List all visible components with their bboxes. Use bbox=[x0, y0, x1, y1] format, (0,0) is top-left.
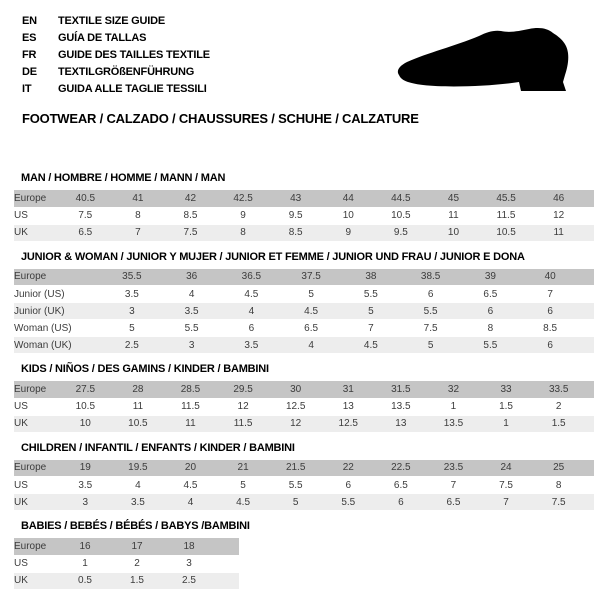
section-title: BABIES / BEBÉS / BÉBÉS / BABYS /BAMBINI bbox=[21, 520, 250, 532]
size-tables bbox=[14, 172, 593, 590]
size-value: 29.5 bbox=[217, 381, 270, 398]
size-value: 46 bbox=[532, 190, 585, 207]
size-value: 5.5 bbox=[269, 477, 322, 494]
spacer-cell bbox=[585, 415, 594, 432]
size-value: 11 bbox=[112, 398, 165, 415]
size-value: 41 bbox=[112, 190, 165, 207]
size-value: 42 bbox=[164, 190, 217, 207]
size-value: 7 bbox=[112, 224, 165, 241]
row-label: Europe bbox=[14, 190, 59, 207]
size-value: 1.5 bbox=[532, 415, 585, 432]
size-value: 30 bbox=[269, 381, 322, 398]
size-table bbox=[14, 190, 594, 242]
size-value: 7.5 bbox=[59, 207, 112, 224]
size-value: 7 bbox=[341, 320, 401, 337]
size-value: 20 bbox=[164, 460, 217, 477]
size-value: 4.5 bbox=[222, 286, 282, 303]
size-value: 8 bbox=[112, 207, 165, 224]
size-value: 32 bbox=[427, 381, 480, 398]
size-table-section bbox=[14, 520, 593, 590]
spacer-cell bbox=[585, 494, 594, 511]
row-label: Europe bbox=[14, 269, 102, 286]
row-label: US bbox=[14, 477, 59, 494]
size-value: 3 bbox=[162, 337, 222, 354]
size-table-section bbox=[14, 363, 593, 433]
spacer-cell bbox=[215, 555, 239, 572]
spacer-cell bbox=[580, 320, 594, 337]
size-value: 3 bbox=[102, 303, 162, 320]
size-value: 6 bbox=[461, 303, 521, 320]
size-value: 11 bbox=[427, 207, 480, 224]
size-value: 13 bbox=[375, 415, 428, 432]
size-row bbox=[14, 269, 594, 286]
size-value: 10 bbox=[322, 207, 375, 224]
size-value: 44.5 bbox=[375, 190, 428, 207]
row-label: US bbox=[14, 555, 59, 572]
size-value: 10 bbox=[59, 415, 112, 432]
size-value: 12 bbox=[532, 207, 585, 224]
size-value: 7 bbox=[427, 477, 480, 494]
size-value: 33 bbox=[480, 381, 533, 398]
language-label: TEXTILE SIZE GUIDE bbox=[58, 15, 166, 27]
size-value: 38 bbox=[341, 269, 401, 286]
size-value: 6.5 bbox=[281, 320, 341, 337]
size-row bbox=[14, 477, 594, 494]
size-value: 0.5 bbox=[59, 572, 111, 589]
size-value: 5.5 bbox=[461, 337, 521, 354]
size-row bbox=[14, 303, 594, 320]
size-value: 12 bbox=[217, 398, 270, 415]
size-value: 19.5 bbox=[112, 460, 165, 477]
size-value: 8.5 bbox=[520, 320, 580, 337]
size-value: 40 bbox=[520, 269, 580, 286]
size-value: 45.5 bbox=[480, 190, 533, 207]
size-table bbox=[14, 269, 594, 355]
size-value: 42.5 bbox=[217, 190, 270, 207]
size-value: 7 bbox=[480, 494, 533, 511]
size-value: 3 bbox=[163, 555, 215, 572]
size-value: 1.5 bbox=[480, 398, 533, 415]
size-value: 6 bbox=[375, 494, 428, 511]
size-row bbox=[14, 320, 594, 337]
size-table bbox=[14, 538, 239, 590]
size-value: 9.5 bbox=[375, 224, 428, 241]
size-value: 6.5 bbox=[59, 224, 112, 241]
size-value: 8.5 bbox=[164, 207, 217, 224]
size-value: 3.5 bbox=[222, 337, 282, 354]
size-value: 43 bbox=[269, 190, 322, 207]
spacer-cell bbox=[585, 224, 594, 241]
size-value: 10 bbox=[427, 224, 480, 241]
language-code: FR bbox=[22, 49, 37, 61]
size-value: 38.5 bbox=[401, 269, 461, 286]
language-label: GUIDE DES TAILLES TEXTILE bbox=[58, 49, 210, 61]
size-value: 4.5 bbox=[281, 303, 341, 320]
size-value: 25 bbox=[532, 460, 585, 477]
language-code: ES bbox=[22, 32, 37, 44]
size-value: 6 bbox=[520, 303, 580, 320]
size-table bbox=[14, 381, 594, 433]
size-row bbox=[14, 494, 594, 511]
row-label: Woman (UK) bbox=[14, 337, 102, 354]
row-label: US bbox=[14, 398, 59, 415]
size-value: 6 bbox=[322, 477, 375, 494]
size-value: 9 bbox=[217, 207, 270, 224]
size-value: 8 bbox=[532, 477, 585, 494]
size-row bbox=[14, 572, 239, 589]
size-value: 33.5 bbox=[532, 381, 585, 398]
size-row bbox=[14, 381, 594, 398]
size-row bbox=[14, 460, 594, 477]
size-value: 4 bbox=[222, 303, 282, 320]
size-value: 22.5 bbox=[375, 460, 428, 477]
size-value: 3.5 bbox=[112, 494, 165, 511]
language-code: EN bbox=[22, 15, 37, 27]
spacer-cell bbox=[585, 477, 594, 494]
row-label: Woman (US) bbox=[14, 320, 102, 337]
size-value: 28 bbox=[112, 381, 165, 398]
spacer-cell bbox=[585, 398, 594, 415]
size-value: 2.5 bbox=[102, 337, 162, 354]
size-value: 13.5 bbox=[427, 415, 480, 432]
size-value: 17 bbox=[111, 538, 163, 555]
size-value: 10.5 bbox=[375, 207, 428, 224]
size-value: 1.5 bbox=[111, 572, 163, 589]
size-value: 3.5 bbox=[102, 286, 162, 303]
row-label: Junior (US) bbox=[14, 286, 102, 303]
size-value: 5 bbox=[401, 337, 461, 354]
size-row bbox=[14, 224, 594, 241]
size-value: 45 bbox=[427, 190, 480, 207]
size-value: 6.5 bbox=[375, 477, 428, 494]
language-code: DE bbox=[22, 66, 37, 78]
size-value: 44 bbox=[322, 190, 375, 207]
language-label: GUÍA DE TALLAS bbox=[58, 32, 147, 44]
size-value: 4 bbox=[281, 337, 341, 354]
size-value: 1 bbox=[480, 415, 533, 432]
size-value: 11.5 bbox=[480, 207, 533, 224]
language-code: IT bbox=[22, 83, 32, 95]
size-value: 12.5 bbox=[322, 415, 375, 432]
size-value: 7.5 bbox=[480, 477, 533, 494]
size-value: 3 bbox=[59, 494, 112, 511]
language-label: TEXTILGRÖßENFÜHRUNG bbox=[58, 66, 195, 78]
size-row bbox=[14, 337, 594, 354]
size-value: 10.5 bbox=[59, 398, 112, 415]
size-value: 11 bbox=[164, 415, 217, 432]
size-value: 5.5 bbox=[401, 303, 461, 320]
section-title: KIDS / NIÑOS / DES GAMINS / KINDER / BAMBINI bbox=[21, 363, 269, 375]
size-row bbox=[14, 538, 239, 555]
size-value: 31 bbox=[322, 381, 375, 398]
size-value: 5 bbox=[281, 286, 341, 303]
size-value: 7.5 bbox=[532, 494, 585, 511]
size-value: 8.5 bbox=[269, 224, 322, 241]
size-row bbox=[14, 398, 594, 415]
spacer-cell bbox=[215, 538, 239, 555]
size-value: 3.5 bbox=[59, 477, 112, 494]
size-value: 6.5 bbox=[427, 494, 480, 511]
size-row bbox=[14, 190, 594, 207]
size-value: 5 bbox=[269, 494, 322, 511]
language-label: GUIDA ALLE TAGLIE TESSILI bbox=[58, 83, 207, 95]
size-value: 10.5 bbox=[480, 224, 533, 241]
category-title: FOOTWEAR / CALZADO / CHAUSSURES / SCHUHE / CALZATURE bbox=[22, 111, 419, 126]
row-label: UK bbox=[14, 224, 59, 241]
size-value: 1 bbox=[59, 555, 111, 572]
size-value: 31.5 bbox=[375, 381, 428, 398]
row-label: UK bbox=[14, 415, 59, 432]
size-value: 8 bbox=[461, 320, 521, 337]
spacer-cell bbox=[580, 303, 594, 320]
size-value: 4 bbox=[164, 494, 217, 511]
size-value: 7.5 bbox=[164, 224, 217, 241]
size-value: 39 bbox=[461, 269, 521, 286]
size-value: 5 bbox=[102, 320, 162, 337]
dress-shoe-icon bbox=[393, 25, 573, 97]
spacer-cell bbox=[580, 269, 594, 286]
size-value: 13 bbox=[322, 398, 375, 415]
size-value: 6 bbox=[222, 320, 282, 337]
row-label: US bbox=[14, 207, 59, 224]
row-label: UK bbox=[14, 572, 59, 589]
size-value: 12.5 bbox=[269, 398, 322, 415]
size-value: 11 bbox=[532, 224, 585, 241]
spacer-cell bbox=[585, 381, 594, 398]
spacer-cell bbox=[585, 207, 594, 224]
size-value: 7 bbox=[520, 286, 580, 303]
size-value: 10.5 bbox=[112, 415, 165, 432]
size-table-section bbox=[14, 172, 593, 242]
size-value: 40.5 bbox=[59, 190, 112, 207]
size-value: 16 bbox=[59, 538, 111, 555]
size-value: 23.5 bbox=[427, 460, 480, 477]
size-table-section bbox=[14, 442, 593, 512]
size-row bbox=[14, 207, 594, 224]
size-value: 19 bbox=[59, 460, 112, 477]
size-value: 4 bbox=[162, 286, 222, 303]
size-value: 28.5 bbox=[164, 381, 217, 398]
size-value: 4 bbox=[112, 477, 165, 494]
size-value: 3.5 bbox=[162, 303, 222, 320]
size-value: 2.5 bbox=[163, 572, 215, 589]
size-value: 6 bbox=[401, 286, 461, 303]
size-value: 37.5 bbox=[281, 269, 341, 286]
spacer-cell bbox=[585, 190, 594, 207]
size-value: 36 bbox=[162, 269, 222, 286]
row-label: UK bbox=[14, 494, 59, 511]
size-value: 24 bbox=[480, 460, 533, 477]
size-table-section bbox=[14, 251, 593, 355]
spacer-cell bbox=[585, 460, 594, 477]
size-row bbox=[14, 286, 594, 303]
size-value: 18 bbox=[163, 538, 215, 555]
row-label: Europe bbox=[14, 538, 59, 555]
size-value: 11.5 bbox=[217, 415, 270, 432]
row-label: Europe bbox=[14, 460, 59, 477]
size-value: 35.5 bbox=[102, 269, 162, 286]
size-value: 11.5 bbox=[164, 398, 217, 415]
size-value: 5.5 bbox=[322, 494, 375, 511]
size-value: 12 bbox=[269, 415, 322, 432]
size-value: 27.5 bbox=[59, 381, 112, 398]
size-value: 9 bbox=[322, 224, 375, 241]
section-title: JUNIOR & WOMAN / JUNIOR Y MUJER / JUNIOR ET FEMME / JUNIOR UND FRAU / JUNIOR E DONA bbox=[21, 250, 525, 263]
spacer-cell bbox=[580, 337, 594, 354]
size-value: 5 bbox=[341, 303, 401, 320]
size-value: 6 bbox=[520, 337, 580, 354]
size-value: 6.5 bbox=[461, 286, 521, 303]
size-value: 4.5 bbox=[217, 494, 270, 511]
size-value: 7.5 bbox=[401, 320, 461, 337]
size-value: 5.5 bbox=[341, 286, 401, 303]
section-title: CHILDREN / INFANTIL / ENFANTS / KINDER / BAMBINI bbox=[21, 441, 295, 454]
spacer-cell bbox=[215, 572, 239, 589]
size-value: 5 bbox=[217, 477, 270, 494]
size-value: 1 bbox=[427, 398, 480, 415]
size-value: 5.5 bbox=[162, 320, 222, 337]
section-title: MAN / HOMBRE / HOMME / MANN / MAN bbox=[21, 172, 226, 184]
size-value: 9.5 bbox=[269, 207, 322, 224]
row-label: Junior (UK) bbox=[14, 303, 102, 320]
size-value: 21.5 bbox=[269, 460, 322, 477]
size-value: 4.5 bbox=[164, 477, 217, 494]
size-value: 2 bbox=[532, 398, 585, 415]
size-value: 4.5 bbox=[341, 337, 401, 354]
size-row bbox=[14, 415, 594, 432]
size-table bbox=[14, 460, 594, 512]
row-label: Europe bbox=[14, 381, 59, 398]
size-value: 22 bbox=[322, 460, 375, 477]
size-value: 13.5 bbox=[375, 398, 428, 415]
size-value: 8 bbox=[217, 224, 270, 241]
size-row bbox=[14, 555, 239, 572]
size-value: 21 bbox=[217, 460, 270, 477]
spacer-cell bbox=[580, 286, 594, 303]
size-value: 36.5 bbox=[222, 269, 282, 286]
size-value: 2 bbox=[111, 555, 163, 572]
